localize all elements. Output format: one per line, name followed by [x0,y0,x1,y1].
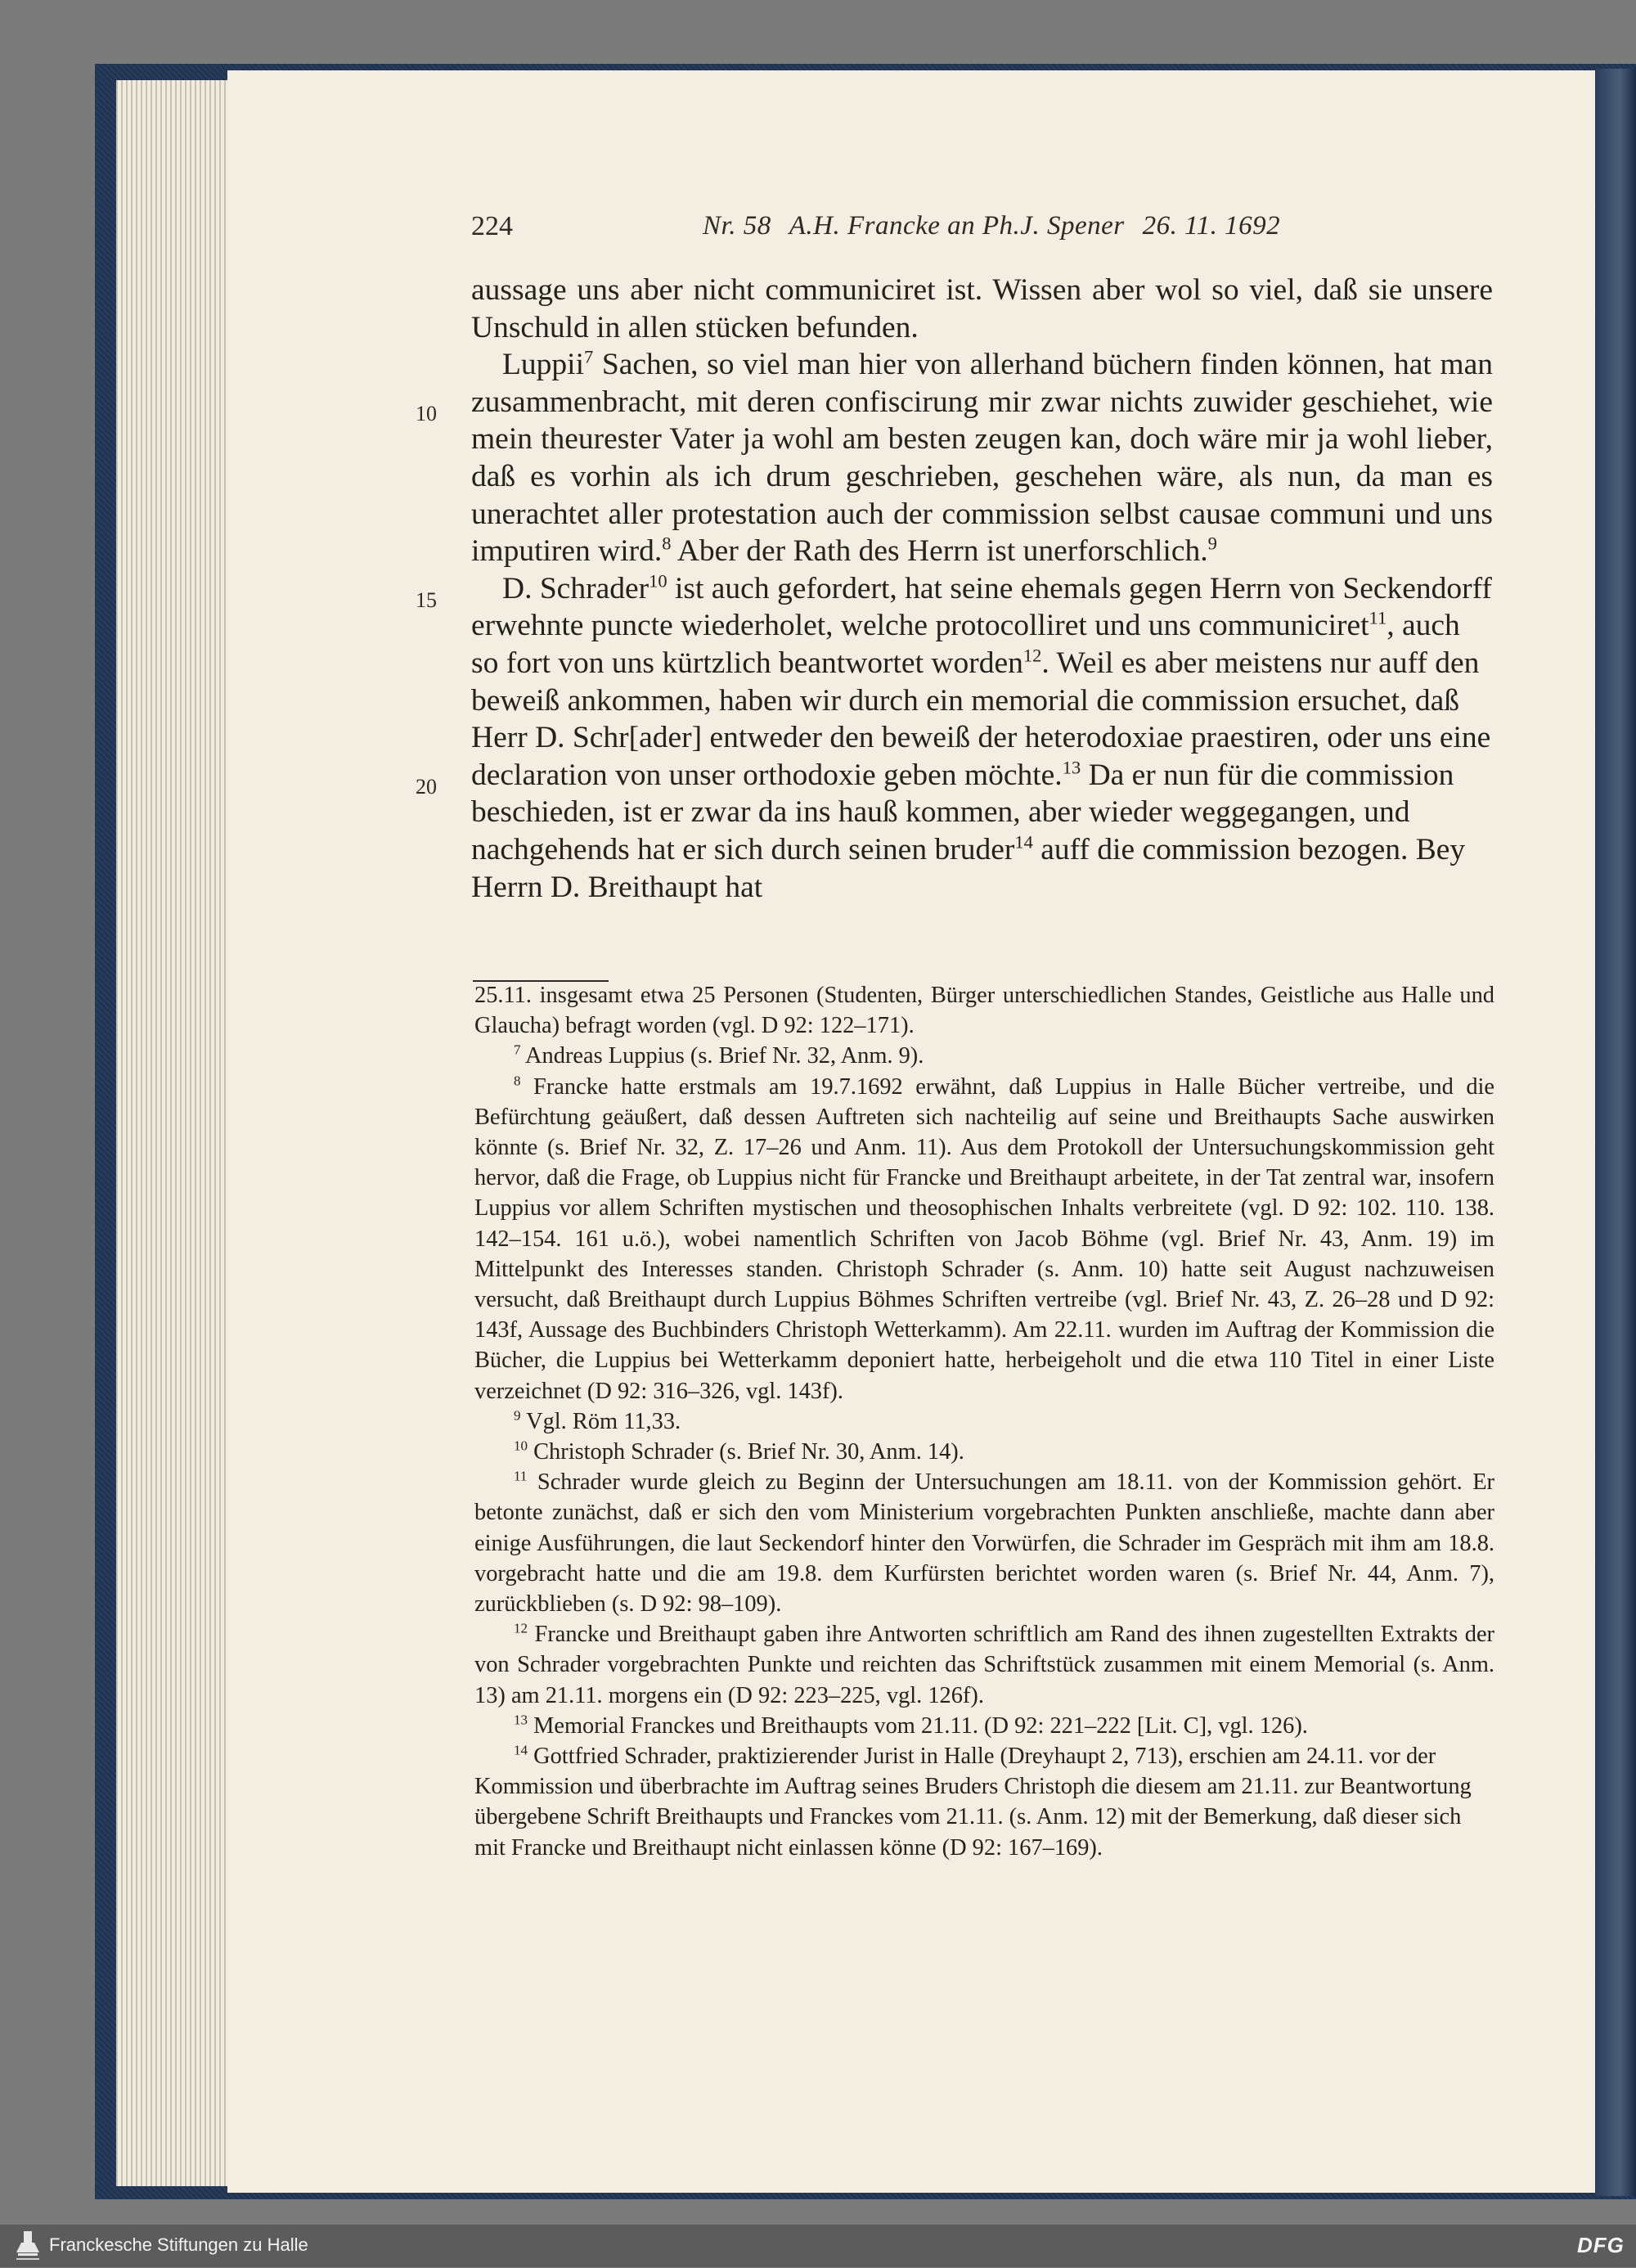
footnote-number: 14 [514,1742,528,1758]
page-stack-edge [116,80,239,2186]
footnote-ref: 12 [1022,645,1042,666]
footnote: 25.11. insgesamt etwa 25 Personen (Studenten, Bürger unterschiedlichen Standes, Geistliche aus Halle und Glaucha) befragt worden (vgl. D 92: 122–171). [474,983,1494,1039]
running-title [703,211,1298,241]
footnote-number: 12 [514,1620,528,1636]
footnote-ref: 9 [1207,533,1217,554]
running-header [471,211,1518,252]
paragraph: aussage uns aber nicht communiciret ist. Wissen aber wol so viel, daß sie unsere Unschuld in allen stücken befunden. [471,273,1493,344]
footnote-ref: 14 [1014,831,1033,853]
footnote-ref: 11 [1369,607,1387,628]
institution-link[interactable]: Franckesche Stiftungen zu Halle [49,2234,308,2255]
letter-date: 26. 11. 1692 [1142,211,1281,241]
footnote: $^{11}$ Schrader wurde gleich zu Beginn der Untersuchungen am 18.11. von der Kommission gehört. Er betonte zunächst, daß er sich den vom Ministerium vorgebrachten Punkten anschließe, machte dann aber einige Ausführungen, die laut Seckendorf hinter den Vorwürfen, die Schrader im Gespräch mit ihm am 18.8. vorgebracht hatte und die am 19.8. dem Kurfürsten berichtet worden waren (s. Brief Nr. 44, Anm. 7), zurückblieben (s. D 92: 98–109). [474,1468,1494,1618]
footnote: $^{13}$ Memorial Franckes und Breithaupts vom 21.11. (D 92: 221–222 [Lit. C], vgl. 126). [514,1712,1308,1739]
footnote: $^7$ Andreas Luppius (s. Brief Nr. 32, Anm. 9). [514,1042,924,1069]
footnote-ref: 13 [1062,757,1081,778]
book-spine-edge [1595,69,1636,2196]
footnote-ref: 7 [584,346,594,367]
footnote-ref: 8 [662,533,672,554]
paragraph: D. Schrader$^{10}$ ist auch gefordert, hat seine ehemals gegen Herrn von Seckendorff erwehnte puncte wiederholet, welche protocolliret und uns communiciret$^{11}$, auch so fort von uns kürtzlich beantwortet worden$^{12}$. Weil es aber meistens nur auff den beweiß ankommen, haben wir durch ein memorial die commission ersuchet, daß Herr D. Schr[ader] entweder den beweiß der heterodoxiae praestiren, oder uns eine declaration von unser orthodoxie geben möchte.$^{13}$ Da er nun für die commission beschieden, ist er zwar da ins hauß kommen, aber wieder weggegangen, und nachgehends hat er sich durch seinen bruder$^{14}$ auff die commission bezogen. Bey Herrn D. Breithaupt hat [471,570,1492,904]
footnote-number: 13 [514,1712,528,1728]
paragraph: Luppii$^7$ Sachen, so viel man hier von allerhand büchern finden können, hat man zusammenbracht, mit deren confiscirung mir zwar nichts zuwider geschiehet, wie mein theurester Vater ja wohl am besten zeugen kan, doch wäre mir ja wohl lieber, daß es vorhin als ich drum geschrieben, geschehen wäre, als nun, da man es unerachtet aller protestation auch der commission selbst causae communi und uns imputiren wird.$^8$ Aber der Rath des Herrn ist unerforschlich.$^9$ [471,346,1493,569]
footnote-number: 8 [514,1073,521,1089]
letter-title: A.H. Francke an Ph.J. Spener [789,211,1125,241]
footnote-number: 9 [514,1407,521,1424]
footnote-ref: 10 [649,570,667,592]
main-text [471,272,1493,906]
footnote: $^9$ Vgl. Röm 11,33. [514,1407,681,1434]
line-number: 15 [416,588,437,612]
footnote-number: 7 [514,1042,521,1058]
footnote: $^{12}$ Francke und Breithaupt gaben ihre Antworten schriftlich am Rand des ihnen zugestellten Extrakts der von Schrader vorgebrachten Punkte und reichten das Schriftstück zusammen mit einem Memorial (s. Anm. 13) am 21.11. morgens ein (D 92: 223–225, vgl. 126f). [474,1620,1494,1708]
footnote: $^{10}$ Christoph Schrader (s. Brief Nr. 30, Anm. 14). [514,1438,964,1465]
page-number: 224 [471,211,513,241]
footnote: $^8$ Francke hatte erstmals am 19.7.1692 erwähnt, daß Luppius in Halle Bücher vertreibe, und die Befürchtung geäußert, daß dessen Auftreten sich nachteilig auf seine und Breithaupts Sache auswirken könnte (s. Brief Nr. 32, Z. 17–26 und Anm. 11). Aus dem Protokoll der Untersuchungskommission geht hervor, daß die Frage, ob Luppius nicht für Francke und Breithaupt arbeitete, in der Tat zentral war, insofern Luppius vor allem Schriften mystischen und theosophischen Inhalts verbreitete (vgl. D 92: 102. 110. 138. 142–154. 161 u.ö.), wobei namentlich Schriften von Jacob Böhme (vgl. Brief Nr. 43, Anm. 19) im Mittelpunkt des Interesses standen. Christoph Schrader (s. Anm. 10) hatte seit August nachzuweisen versucht, daß Breithaupt durch Luppius Böhmes Schriften vertreibe (vgl. Brief Nr. 43, Z. 26–28 und D 92: 143f, Aussage des Buchbinders Christoph Wetterkamm). Am 22.11. wurden im Auftrag der Kommission die Bücher, die Luppius bei Wetterkamm deponiert hatte, herbeigeholt und die etwa 110 Titel in einer Liste verzeichnet (D 92: 316–326, vgl. 143f). [474,1073,1494,1404]
line-number: 20 [416,775,437,799]
footnote: $^{14}$ Gottfried Schrader, praktizierender Jurist in Halle (Dreyhaupt 2, 713), erschien am 24.11. vor der Kommission und überbrachte im Auftrag seines Bruders Christoph die diesem am 21.11. zur Beantwortung übergebene Schrift Breithaupts und Franckes vom 21.11. (s. Anm. 12) mit der Bemerkung, daß dieser sich mit Francke und Breithaupt nicht einlassen könne (D 92: 167–169). [474,1742,1472,1861]
dfg-logo: DFG [1577,2233,1625,2257]
letter-number: Nr. 58 [703,211,771,241]
footnote-number: 11 [514,1468,528,1484]
line-number: 10 [416,402,437,425]
footnotes [474,980,1494,1863]
franckesche-stiftungen-logo-icon [11,2228,44,2264]
footnote-number: 10 [514,1438,528,1454]
